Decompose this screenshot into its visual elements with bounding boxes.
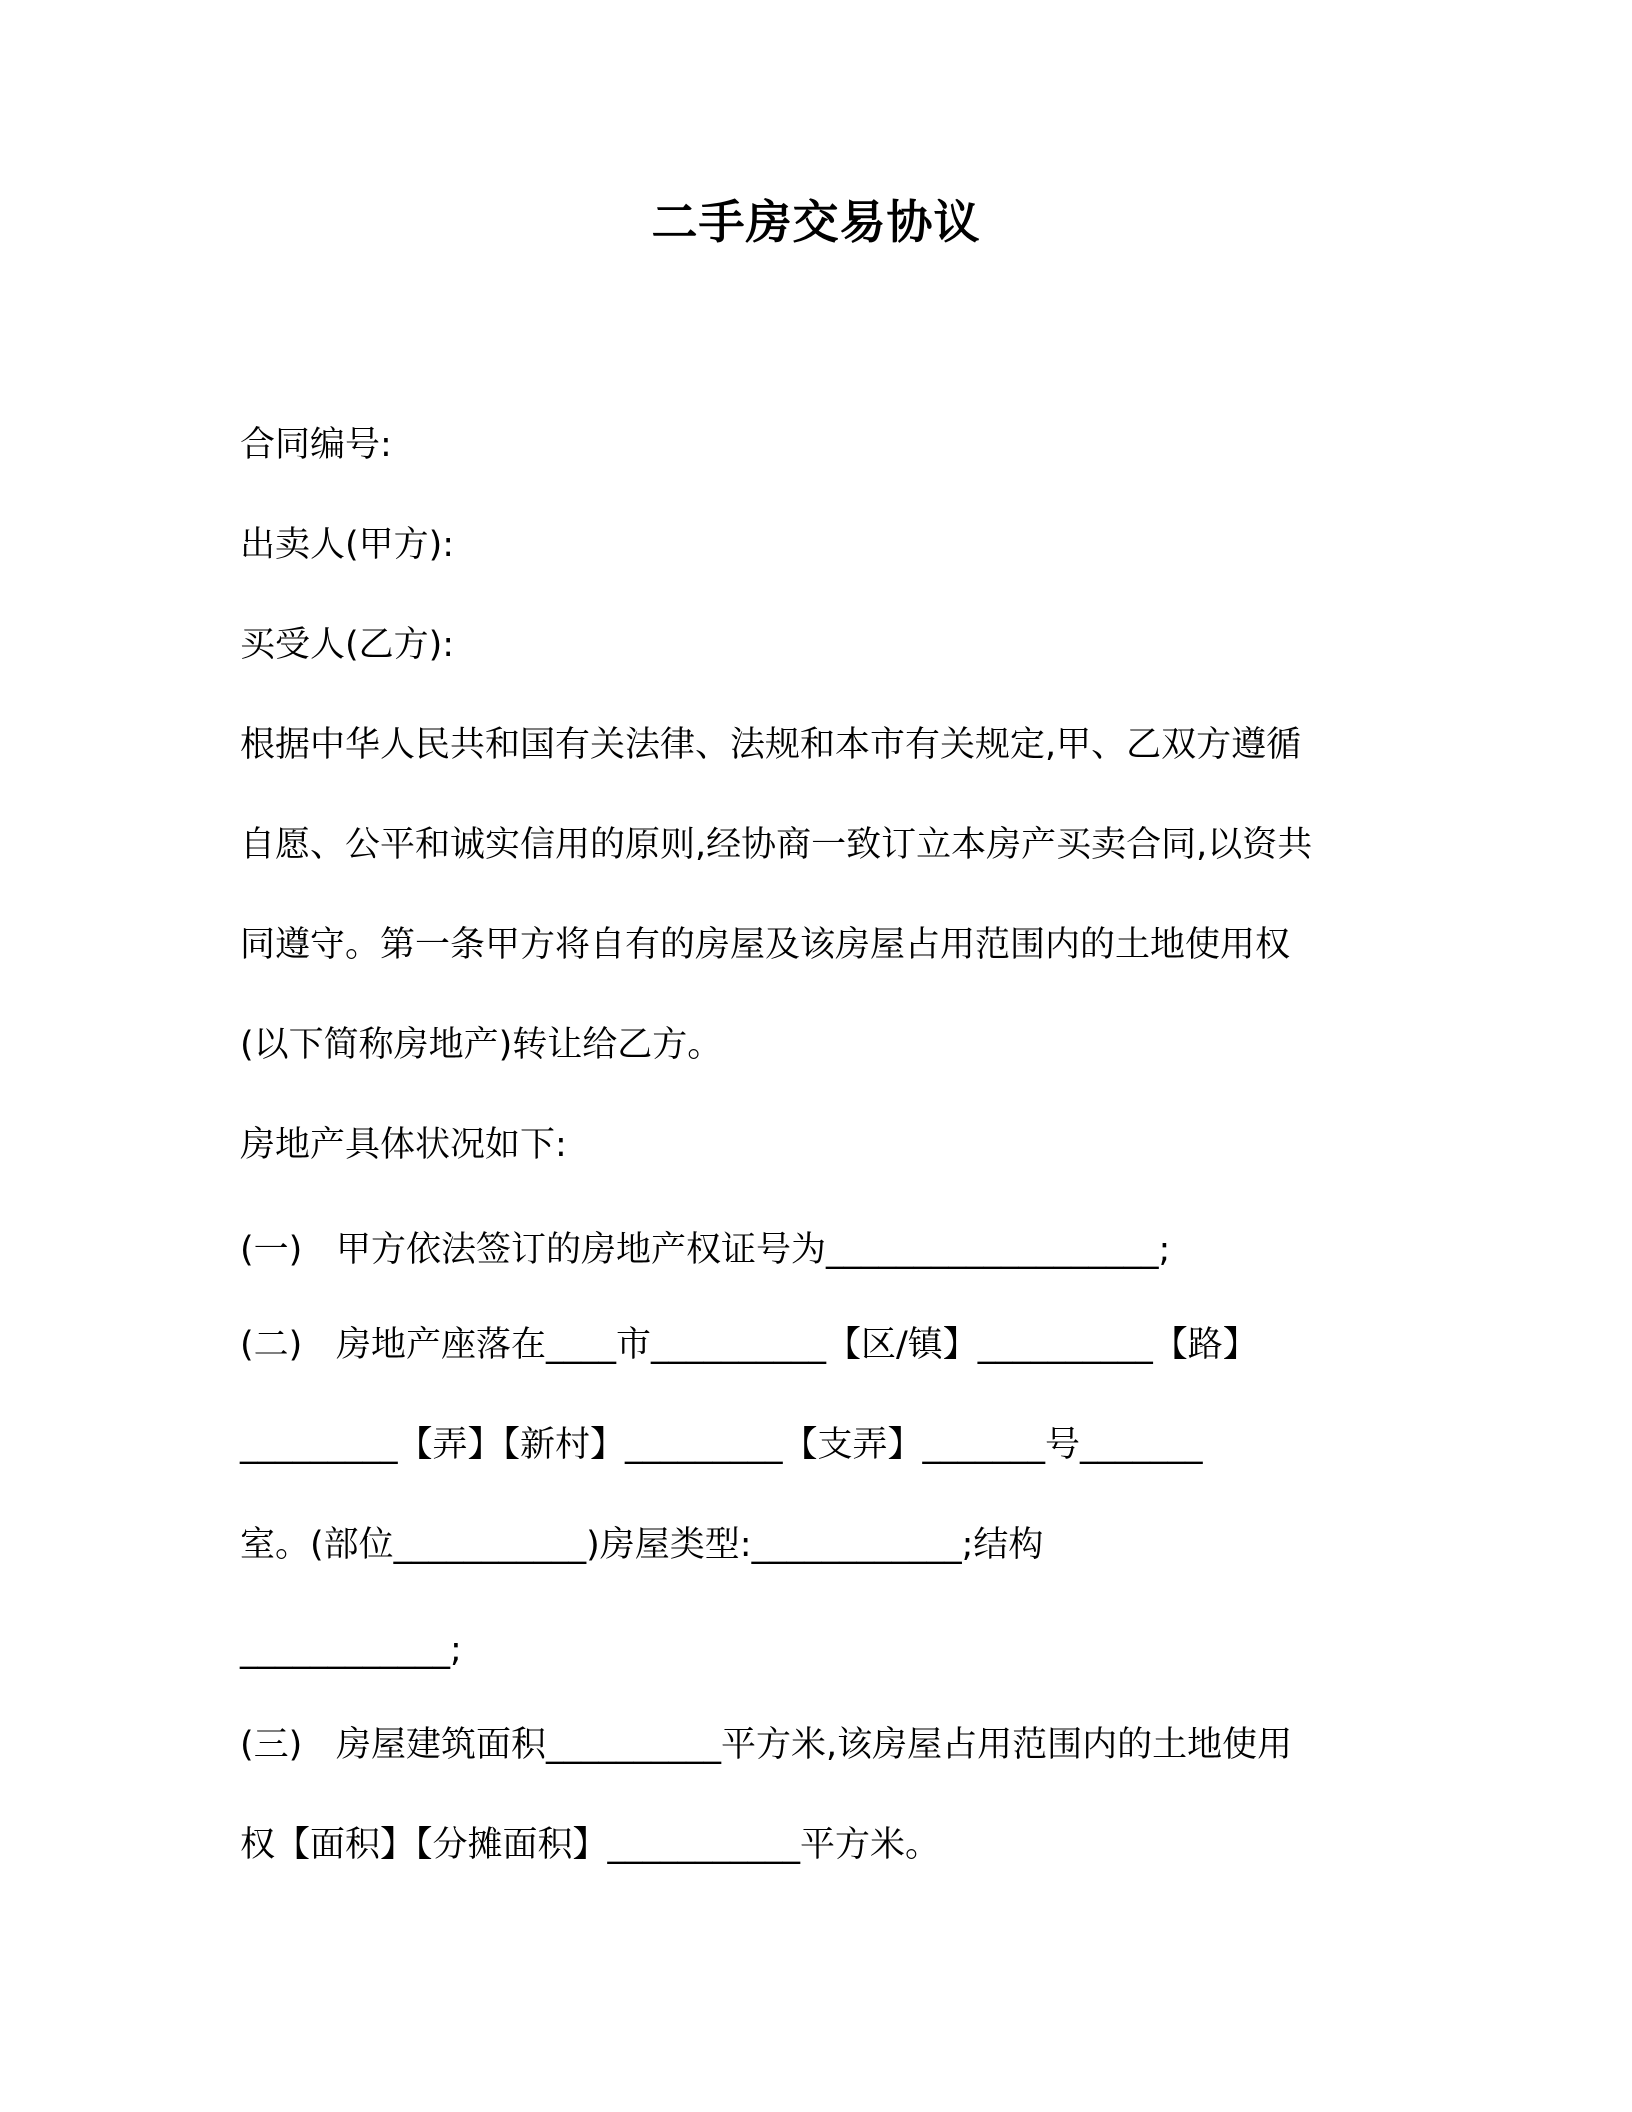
clause-item-3 (240, 1720, 1292, 1770)
clause-number: (一) (240, 1230, 303, 1270)
clause-text-continued: 权【面积】【分摊面积】___________平方米。 (240, 1825, 941, 1865)
contract-number-label: 合同编号: (240, 425, 392, 465)
clause-number: (二) (240, 1325, 303, 1365)
preamble-line: (以下简称房地产)转让给乙方。 (240, 1025, 723, 1065)
clause-item-1 (240, 1225, 1170, 1275)
clause-text: 甲方依法签订的房地产权证号为___________________; (336, 1230, 1171, 1270)
clause-text-continued: ____________; (240, 1630, 462, 1670)
preamble-line: 根据中华人民共和国有关法律、法规和本市有关规定,甲、乙双方遵循 (240, 725, 1302, 765)
clause-text: 房屋建筑面积__________平方米,该房屋占用范围内的土地使用 (336, 1725, 1293, 1765)
clause-text-continued: _________【弄】【新村】_________【支弄】_______号_______ (240, 1425, 1203, 1465)
clause-text: 房地产座落在____市__________【区/镇】__________【路】 (336, 1325, 1258, 1365)
buyer-label: 买受人(乙方): (240, 625, 455, 665)
property-heading: 房地产具体状况如下: (240, 1125, 567, 1165)
clause-item-2 (240, 1320, 1258, 1370)
preamble-line: 同遵守。第一条甲方将自有的房屋及该房屋占用范围内的土地使用权 (240, 925, 1291, 965)
clause-text-continued: 室。(部位___________)房屋类型:____________;结构 (240, 1525, 1044, 1565)
clause-number: (三) (240, 1725, 303, 1765)
seller-label: 出卖人(甲方): (240, 525, 455, 565)
document-title: 二手房交易协议 (651, 195, 981, 249)
preamble-line: 自愿、公平和诚实信用的原则,经协商一致订立本房产买卖合同,以资共 (240, 825, 1313, 865)
